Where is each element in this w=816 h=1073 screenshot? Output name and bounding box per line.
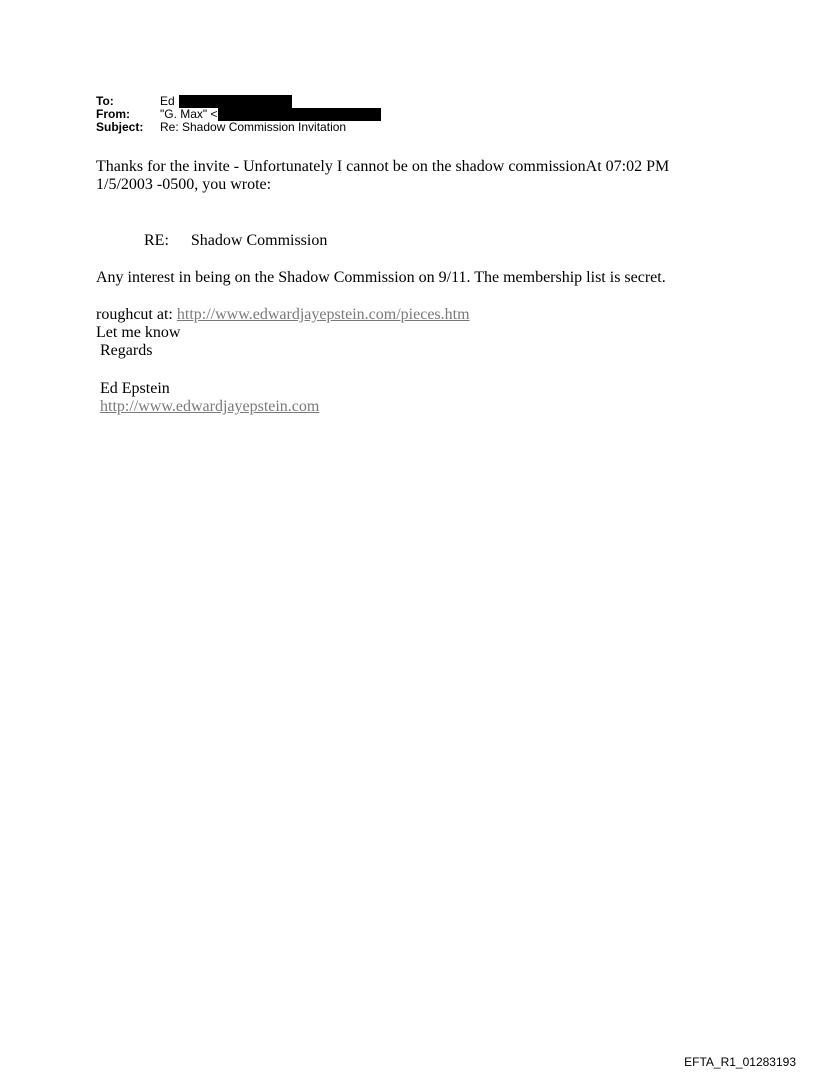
reply-line-2: 1/5/2003 -0500, you wrote: (96, 176, 272, 193)
to-row (96, 95, 381, 108)
to-name: Ed (160, 94, 175, 108)
subject-value: Re: Shadow Commission Invitation (160, 120, 347, 134)
re-label: RE: (144, 232, 169, 249)
to-label: To: (96, 94, 114, 108)
interest-line: Any interest in being on the Shadow Commission on 9/11. The membership list is secret. (96, 269, 666, 286)
from-label: From: (96, 107, 130, 121)
roughcut-link[interactable]: http://www.edwardjayepstein.com/pieces.htm (176, 306, 470, 323)
roughcut-line (96, 306, 470, 324)
re-subject: Shadow Commission (190, 232, 328, 249)
roughcut-label: roughcut at: (96, 306, 177, 323)
signature-link[interactable]: http://www.edwardjayepstein.com (100, 398, 320, 415)
subject-row (96, 121, 381, 134)
document-id: EFTA_R1_01283193 (684, 1055, 796, 1069)
let-me-know: Let me know (96, 324, 181, 341)
subject-label: Subject: (96, 120, 144, 134)
reply-line-1: Thanks for the invite - Unfortunately I cannot be on the shadow commissionAt 07:02 PM (96, 158, 670, 175)
quoted-re-line (144, 232, 327, 250)
signature-name: Ed Epstein (100, 380, 170, 397)
signature-link-line (100, 398, 319, 416)
email-header (96, 95, 381, 134)
from-name: "G. Max" < (160, 107, 218, 121)
regards: Regards (100, 342, 153, 359)
